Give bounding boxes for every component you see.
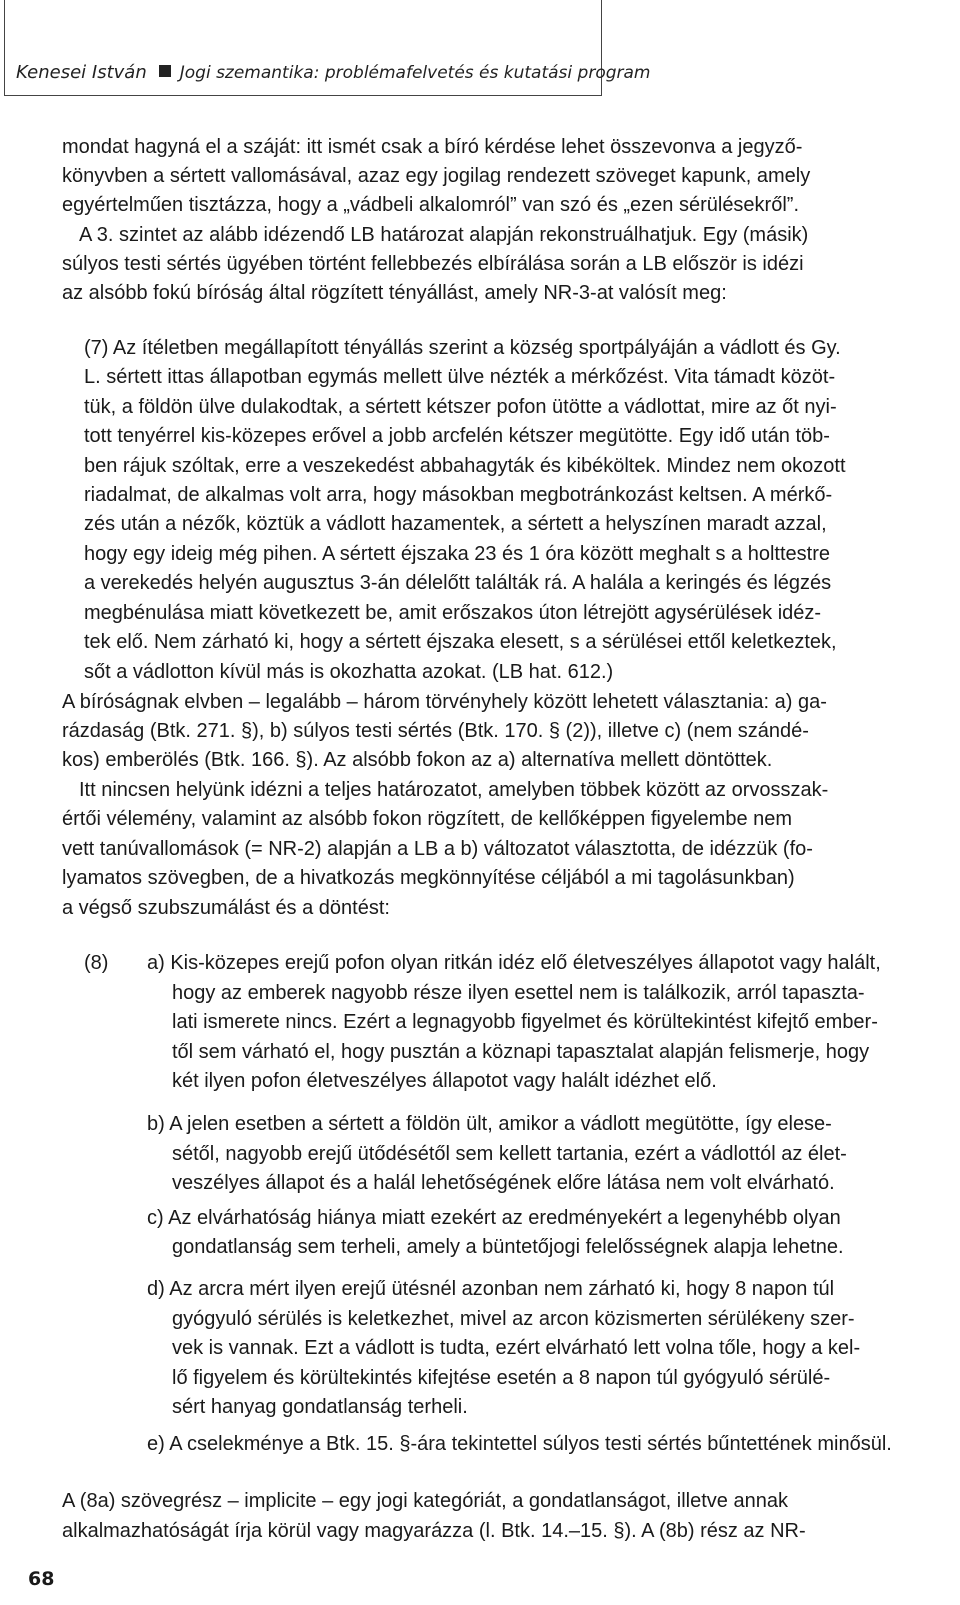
list-line: c) Az elvárhatóság hiánya miatt ezekért az eredményekért a legenyhébb olyan bbox=[147, 1207, 841, 1229]
quote-line: tott tenyérrel kis-közepes erővel a jobb arcfelén kétszer megütötte. Egy idő után töb- bbox=[84, 425, 830, 447]
quote-line: riadalmat, de alkalmas volt arra, hogy másokban megbotránkozást keltsen. A mérkő- bbox=[84, 484, 833, 506]
quote-line: megbénulása miatt következett be, amit erőszakos úton létrejött agysérülések idéz- bbox=[84, 602, 822, 624]
quote-line: a verekedés helyén augusztus 3-án délelőtt találták rá. A halála a keringés és légzés bbox=[84, 572, 832, 594]
header-frame-left bbox=[4, 0, 5, 96]
list-line: d) Az arcra mért ilyen erejű ütésnél azonban nem zárható ki, hogy 8 napon túl bbox=[147, 1278, 835, 1300]
text-line: alkalmazhatóságát írja körül vagy magyarázza (l. Btk. 14.–15. §). A (8b) rész az NR- bbox=[62, 1520, 806, 1542]
text-line: lyamatos szövegben, de a hivatkozás megkönnyítése céljából a mi tagolásunkban) bbox=[62, 867, 795, 889]
list-line: a) Kis-közepes erejű pofon olyan ritkán idéz elő életveszélyes állapotot vagy halált, bbox=[147, 952, 881, 974]
quote-line: tük, a földön ülve dulakodtak, a sértett kétszer pofon ütötte a vádlottat, mire az őt nyi- bbox=[84, 396, 837, 418]
list-line: gyógyuló sérülés is keletkezhet, mivel az arcon közismerten sérülékeny szer- bbox=[172, 1308, 855, 1330]
quote-line: L. sértett ittas állapotban egymás mellett ülve nézték a mérkőzést. Vita támadt közöt- bbox=[84, 366, 836, 388]
quote-line: (7) Az ítéletben megállapított tényállás szerint a község sportpályáján a vádlott és Gy. bbox=[84, 337, 841, 359]
text-line: értői vélemény, valamint az alsóbb fokon rögzített, de kellőképpen figyelembe nem bbox=[62, 808, 793, 830]
text-line: A 3. szintet az alább idézendő LB határozat alapján rekonstruálhatjuk. Egy (másik) bbox=[79, 224, 809, 246]
list-line: lati ismerete nincs. Ezért a legnagyobb figyelmet és körültekintést kifejtő ember- bbox=[172, 1011, 878, 1033]
text-line: a végső szubszumálást és a döntést: bbox=[62, 897, 390, 919]
list-line: től sem várható el, hogy pusztán a köznapi tapasztalat alapján felismerje, hogy bbox=[172, 1041, 870, 1063]
list-line: vek is vannak. Ezt a vádlott is tudta, ezért elvárható lett volna tőle, hogy a kel- bbox=[172, 1337, 861, 1359]
running-header bbox=[16, 62, 650, 83]
text-line: A (8a) szövegrész – implicite – egy jogi kategóriát, a gondatlanságot, illetve annak bbox=[62, 1490, 788, 1512]
text-line: kos) emberölés (Btk. 166. §). Az alsóbb fokon az a) alternatíva mellett döntöttek. bbox=[62, 749, 773, 771]
list-line: e) A cselekménye a Btk. 15. §-ára tekintettel súlyos testi sértés bűntettének minősül. bbox=[147, 1433, 892, 1455]
quote-line: sőt a vádlotton kívül más is okozhatta azokat. (LB hat. 612.) bbox=[84, 661, 614, 683]
list-line: lő figyelem és körültekintés kifejtése esetén a 8 napon túl gyógyuló sérülé- bbox=[172, 1367, 831, 1389]
text-line: könyvben a sértett vallomásával, azaz egy jogilag rendezett szöveget kapunk, amely bbox=[62, 165, 811, 187]
list-line: sért hanyag gondatlanság terheli. bbox=[172, 1396, 468, 1418]
text-line: súlyos testi sértés ügyében történt fellebbezés elbírálása során a LB először is idézi bbox=[62, 253, 804, 275]
list-line: gondatlanság sem terheli, amely a büntetőjogi felelősségnek alapja lehetne. bbox=[172, 1236, 844, 1258]
quote-line: tek elő. Nem zárható ki, hogy a sértett éjszaka elesett, s a sérülései ettől keletkeztek, bbox=[84, 631, 837, 653]
list-line: veszélyes állapot és a halál lehetőségének előre látása nem volt elvárható. bbox=[172, 1172, 835, 1194]
text-line: vett tanúvallomások (= NR-2) alapján a LB a b) változatot választotta, de idézzük (fo- bbox=[62, 838, 813, 860]
list-line: b) A jelen esetben a sértett a földön ült, amikor a vádlott megütötte, így elese- bbox=[147, 1113, 832, 1135]
list-line: hogy az emberek nagyobb része ilyen esettel nem is találkozik, arról tapaszta- bbox=[172, 982, 865, 1004]
text-line: egyértelműen tisztázza, hogy a „vádbeli alkalomról” van szó és „ezen sérülésekről”. bbox=[62, 194, 800, 216]
list-line: sétől, nagyobb erejű ütődésétől sem kellett tartania, ezért a vádlottól az élet- bbox=[172, 1143, 847, 1165]
list-line: két ilyen pofon életveszélyes állapotot vagy halált idézhet elő. bbox=[172, 1070, 717, 1092]
square-bullet-icon bbox=[159, 65, 171, 77]
text-line: A bíróságnak elvben – legalább – három törvényhely között lehetett választania: a) ga- bbox=[62, 691, 827, 713]
quote-line: zés után a nézők, köztük a vádlott hazamentek, a sértett a helyszínen maradt azzal, bbox=[84, 513, 827, 535]
page-number: 68 bbox=[28, 1568, 55, 1590]
quote-line: ben rájuk szóltak, erre a veszekedést abbahagyták és kibéköltek. Mindez nem okozott bbox=[84, 455, 846, 477]
text-line: mondat hagyná el a száját: itt ismét csak a bíró kérdése lehet összevonva a jegyző- bbox=[62, 136, 803, 158]
text-line: Itt nincsen helyünk idézni a teljes határozatot, amelyben többek között az orvosszak- bbox=[79, 779, 829, 801]
header-author: Kenesei István bbox=[16, 62, 147, 83]
example-number: (8) bbox=[84, 952, 109, 974]
header-frame-bottom bbox=[4, 95, 602, 96]
text-line: rázdaság (Btk. 271. §), b) súlyos testi sértés (Btk. 170. § (2)), illetve c) (nem szándé- bbox=[62, 720, 809, 742]
quote-line: hogy egy ideig még pihen. A sértett éjszaka 23 és 1 óra között meghalt s a holttestre bbox=[84, 543, 830, 565]
text-line: az alsóbb fokú bíróság által rögzített tényállást, amely NR-3-at valósít meg: bbox=[62, 282, 727, 304]
header-subtitle: Jogi szemantika: problémafelvetés és kutatási program bbox=[179, 63, 651, 83]
